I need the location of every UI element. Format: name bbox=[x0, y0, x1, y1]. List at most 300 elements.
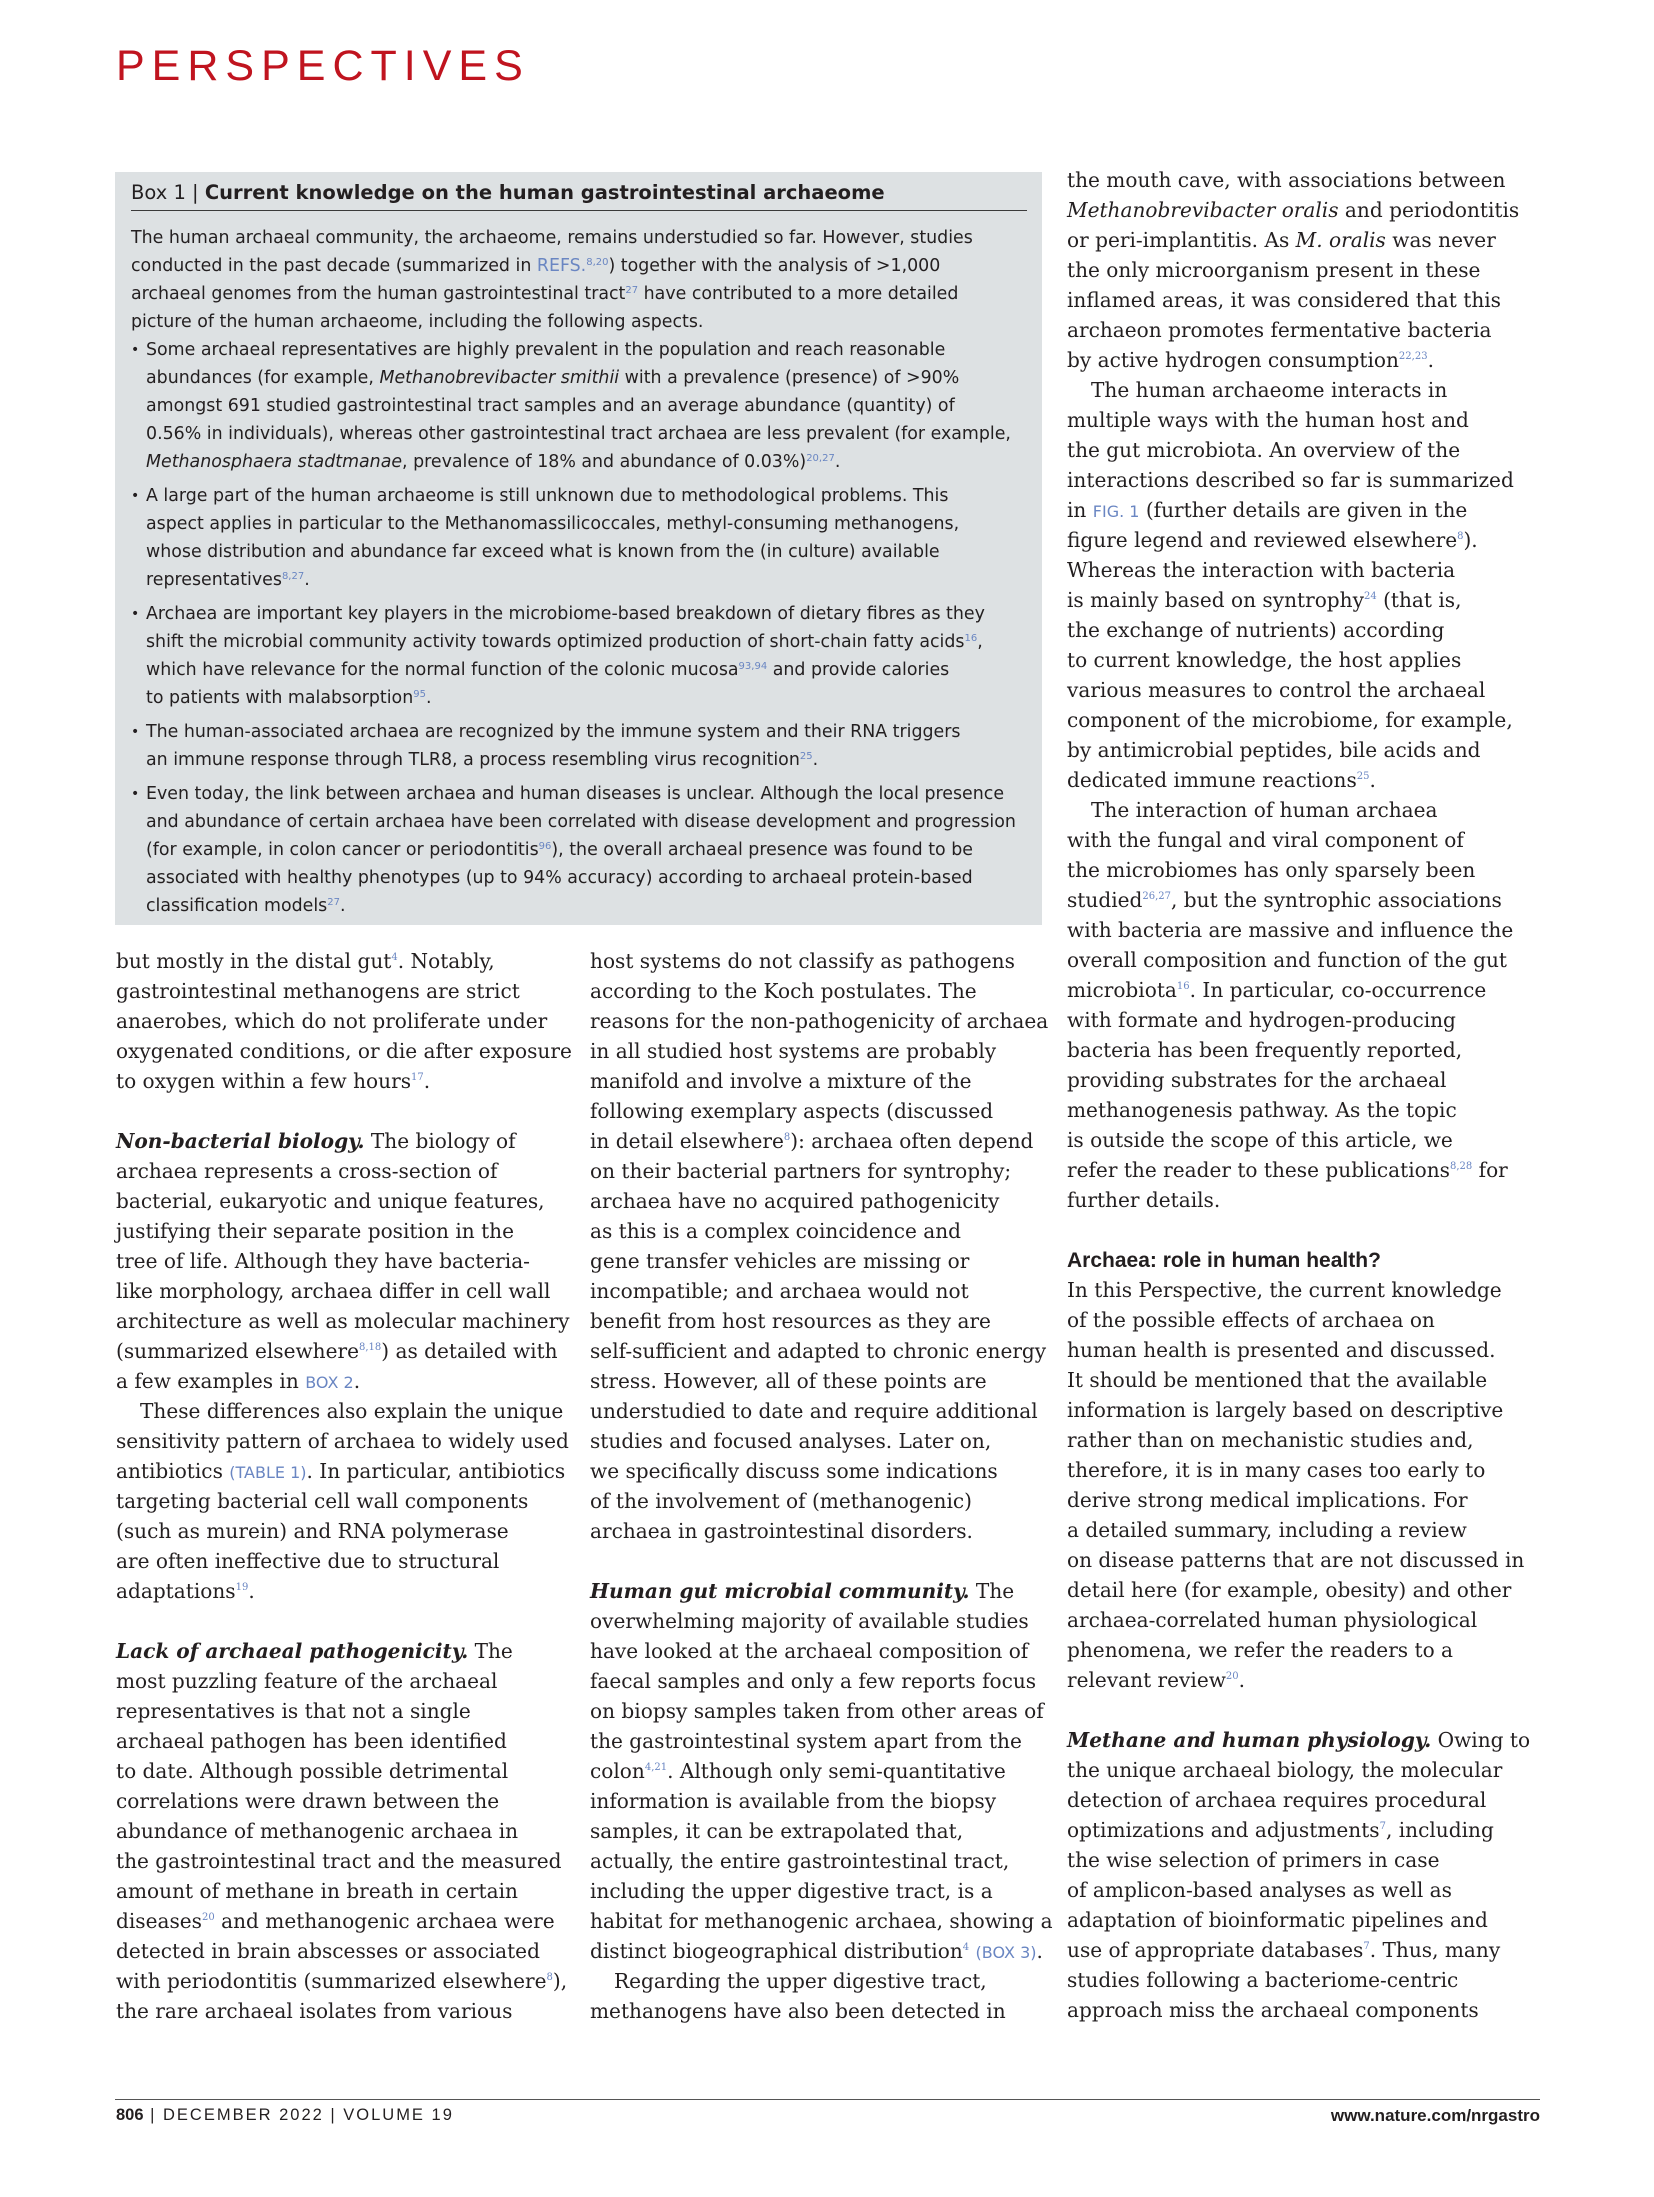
text-span: . bbox=[425, 688, 432, 708]
text-span: justifying their separate position in the bbox=[116, 1219, 514, 1243]
text-line bbox=[1067, 525, 1537, 555]
text-span: (for example, in colon cancer or periodontitis bbox=[146, 840, 539, 860]
text-line bbox=[1067, 825, 1537, 855]
box-item-line bbox=[146, 864, 1031, 892]
text-span: on disease patterns that are not discussed in bbox=[1067, 1548, 1525, 1572]
text-span: various measures to control the archaeal bbox=[1067, 678, 1486, 702]
text-span: for bbox=[1472, 1158, 1508, 1182]
text-span: The biology of bbox=[364, 1129, 516, 1153]
section-heading: Archaea: role in human health? bbox=[1067, 1249, 1381, 1272]
text-span: In this Perspective, the current knowledge bbox=[1067, 1278, 1502, 1302]
text-line bbox=[590, 1786, 1050, 1816]
text-line bbox=[1067, 975, 1537, 1005]
run-in-heading: Non-bacterial biology. bbox=[116, 1129, 365, 1153]
text-span: the microbiomes has only sparsely been bbox=[1067, 858, 1476, 882]
text-span: correlations were drawn between the bbox=[116, 1789, 500, 1813]
text-line bbox=[1067, 1365, 1537, 1395]
text-span: the wise selection of primers in case bbox=[1067, 1848, 1440, 1872]
text-span: a few examples in bbox=[116, 1369, 306, 1393]
bullet-icon: • bbox=[131, 606, 140, 622]
text-line bbox=[1067, 1275, 1537, 1305]
text-span: . Thus, many bbox=[1369, 1938, 1501, 1962]
text-line bbox=[116, 976, 566, 1006]
text-span: benefit from host resources as they are bbox=[590, 1309, 991, 1333]
text-span: methanogenesis pathway. As the topic bbox=[1067, 1098, 1457, 1122]
paragraph-gap bbox=[116, 1606, 566, 1636]
text-line bbox=[590, 1936, 1050, 1966]
text-line bbox=[1067, 1725, 1537, 1755]
text-span: abundances (for example, bbox=[146, 368, 380, 388]
box-item-line bbox=[146, 510, 1031, 538]
citation-superscript[interactable]: 4 bbox=[391, 952, 398, 963]
text-line bbox=[590, 1186, 1050, 1216]
text-line bbox=[590, 1456, 1050, 1486]
text-line bbox=[1067, 1305, 1537, 1335]
text-line bbox=[1067, 495, 1537, 525]
box-title: Box 1 | Current knowledge on the human gastrointestinal archaeome bbox=[131, 178, 1027, 211]
text-line bbox=[116, 1336, 566, 1366]
text-line bbox=[1067, 1995, 1537, 2025]
text-line bbox=[116, 1486, 566, 1516]
text-span: use of appropriate databases bbox=[1067, 1938, 1364, 1962]
citation-superscript[interactable]: 8 bbox=[546, 1972, 553, 1983]
text-span: (that is, bbox=[1376, 588, 1462, 612]
text-line bbox=[590, 1216, 1050, 1246]
text-span: (such as murein) and RNA polymerase bbox=[116, 1519, 509, 1543]
box-item-line bbox=[146, 448, 1031, 476]
box-1 bbox=[115, 172, 1042, 925]
text-line bbox=[1067, 1845, 1537, 1875]
text-span: The human archaeal community, the archaeome, remains understudied so far. However, studies bbox=[131, 228, 973, 248]
text-span: Archaea are important key players in the microbiome-based breakdown of dietary fibres as they bbox=[146, 604, 985, 624]
box-item-line bbox=[146, 600, 1031, 628]
text-span: providing substrates for the archaeal bbox=[1067, 1068, 1447, 1092]
box-item-line bbox=[146, 836, 1031, 864]
text-span: understudied to date and require additional bbox=[590, 1399, 1038, 1423]
text-line bbox=[590, 1036, 1050, 1066]
bullet-icon: • bbox=[131, 724, 140, 740]
text-line bbox=[1067, 615, 1537, 645]
text-line bbox=[116, 1966, 566, 1996]
text-line bbox=[1067, 945, 1537, 975]
text-line bbox=[1067, 795, 1537, 825]
text-span: . In particular, co-occurrence bbox=[1189, 978, 1487, 1002]
text-span: by antimicrobial peptides, bile acids and bbox=[1067, 738, 1481, 762]
box-item-line bbox=[146, 336, 1031, 364]
text-span: It should be mentioned that the available bbox=[1067, 1368, 1488, 1392]
text-span: ), bbox=[552, 1969, 568, 1993]
text-span: archaea in gastrointestinal disorders. bbox=[590, 1519, 973, 1543]
citation-superscript[interactable]: 19 bbox=[235, 1582, 249, 1593]
text-line bbox=[1067, 645, 1537, 675]
text-line bbox=[116, 1576, 566, 1606]
text-span: , prevalence of 18% and abundance of 0.03%) bbox=[402, 452, 807, 472]
text-span: . Notably, bbox=[397, 949, 495, 973]
text-span: . In particular, antibiotics bbox=[306, 1459, 566, 1483]
paragraph-gap bbox=[1067, 1215, 1537, 1245]
text-span: colon bbox=[590, 1759, 645, 1783]
cross-reference-link[interactable]: BOX 2 bbox=[305, 1373, 354, 1392]
box-item-line bbox=[146, 482, 1031, 510]
text-line bbox=[116, 1366, 566, 1396]
text-span: inflamed areas, it was considered that this bbox=[1067, 288, 1501, 312]
text-span: according to the Koch postulates. The bbox=[590, 979, 977, 1003]
text-span: like morphology, archaea differ in cell wall bbox=[116, 1279, 551, 1303]
text-span: . bbox=[834, 452, 841, 472]
text-span: stress. However, all of these points are bbox=[590, 1369, 987, 1393]
text-span: ), the overall archaeal presence was found to be bbox=[551, 840, 973, 860]
box-list-item bbox=[131, 780, 1031, 920]
text-line bbox=[1067, 1185, 1537, 1215]
citation-superscript[interactable]: 8,18 bbox=[359, 1342, 382, 1353]
column-1 bbox=[116, 946, 572, 2026]
citation-superscript[interactable]: 4 bbox=[962, 1942, 970, 1953]
citation-superscript[interactable]: 25 bbox=[1356, 771, 1370, 782]
text-span: . bbox=[1036, 1939, 1043, 1963]
citation-superscript[interactable]: 27 bbox=[327, 897, 340, 908]
citation-superscript[interactable]: 7 bbox=[1363, 1941, 1370, 1952]
citation-superscript[interactable]: 8 bbox=[783, 1132, 791, 1143]
text-span: is outside the scope of this article, we bbox=[1067, 1128, 1453, 1152]
text-span: . bbox=[1427, 348, 1434, 372]
text-line bbox=[1067, 1245, 1537, 1275]
text-span: in detail elsewhere bbox=[590, 1129, 784, 1153]
text-line bbox=[116, 1396, 566, 1426]
text-line bbox=[1067, 585, 1537, 615]
text-span: (further details are given in the bbox=[1139, 498, 1468, 522]
text-span: derive strong medical implications. For bbox=[1067, 1488, 1468, 1512]
text-span: information is largely based on descriptive bbox=[1067, 1398, 1504, 1422]
text-line bbox=[1067, 705, 1537, 735]
text-span: but mostly in the distal gut bbox=[116, 949, 392, 973]
text-line bbox=[590, 1126, 1050, 1156]
text-span: the rare archaeal isolates from various bbox=[116, 1999, 513, 2023]
citation-superscript[interactable]: 24 bbox=[1363, 591, 1377, 602]
text-span: are often ineffective due to structural bbox=[116, 1549, 500, 1573]
box-list-item bbox=[131, 600, 1031, 712]
citation-superscript[interactable]: 20,27 bbox=[806, 453, 835, 464]
text-span: bacterial, eukaryotic and unique features, bbox=[116, 1189, 545, 1213]
text-line bbox=[1067, 1095, 1537, 1125]
text-span: . bbox=[812, 750, 819, 770]
text-span: Whereas the interaction with bacteria bbox=[1067, 558, 1456, 582]
text-line bbox=[1067, 1545, 1537, 1575]
box-item-line bbox=[146, 780, 1031, 808]
text-span: tree of life. Although they have bacteria- bbox=[116, 1249, 530, 1273]
text-line bbox=[1067, 1905, 1537, 1935]
text-line bbox=[1067, 1395, 1537, 1425]
text-line bbox=[590, 1006, 1050, 1036]
text-line bbox=[590, 1426, 1050, 1456]
run-in-heading: Human gut microbial community. bbox=[590, 1579, 970, 1603]
box-item-line bbox=[146, 656, 1031, 684]
text-line bbox=[1067, 435, 1537, 465]
citation-superscript[interactable]: 16 bbox=[964, 633, 978, 644]
cross-reference-link[interactable]: FIG. 1 bbox=[1092, 502, 1140, 521]
text-span: the gastrointestinal system apart from the bbox=[590, 1729, 1022, 1753]
column-3 bbox=[1067, 165, 1537, 2025]
text-span: including the upper digestive tract, is a bbox=[590, 1879, 993, 1903]
text-line bbox=[116, 1816, 566, 1846]
text-span: on biopsy samples taken from other areas of bbox=[590, 1699, 1044, 1723]
text-line bbox=[1067, 465, 1537, 495]
citation-superscript[interactable]: 8 bbox=[1457, 531, 1464, 542]
text-line bbox=[1067, 1005, 1537, 1035]
text-span: have contributed to a more detailed bbox=[638, 284, 959, 304]
text-span: and methanogenic archaea were bbox=[214, 1909, 555, 1933]
text-line bbox=[1067, 255, 1537, 285]
text-span: refer the reader to these publications bbox=[1067, 1158, 1450, 1182]
text-line bbox=[590, 1846, 1050, 1876]
citation-superscript[interactable]: 16 bbox=[1176, 981, 1190, 992]
text-span: studies and focused analyses. Later on, bbox=[590, 1429, 992, 1453]
text-span: classification models bbox=[146, 896, 328, 916]
text-line bbox=[116, 1846, 566, 1876]
text-span: . bbox=[248, 1579, 255, 1603]
text-span: overall composition and function of the gut bbox=[1067, 948, 1507, 972]
citation-superscript[interactable]: 8,20 bbox=[586, 257, 609, 268]
text-line bbox=[590, 1276, 1050, 1306]
text-line bbox=[1067, 1065, 1537, 1095]
text-span: was never bbox=[1385, 228, 1496, 252]
citation-superscript[interactable]: 25 bbox=[799, 751, 813, 762]
cross-reference-link[interactable]: REFS. bbox=[536, 256, 587, 276]
text-line bbox=[116, 946, 566, 976]
text-span: dedicated immune reactions bbox=[1067, 768, 1357, 792]
text-span: The human-associated archaea are recognized by the immune system and their RNA triggers bbox=[146, 722, 961, 742]
journal-url[interactable]: www.nature.com/nrgastro bbox=[1330, 2106, 1540, 2125]
text-line bbox=[1067, 1665, 1537, 1695]
italic-text: Methanobrevibacter smithii bbox=[379, 368, 620, 388]
text-span: an immune response through TLR8, a process resembling virus recognition bbox=[146, 750, 800, 770]
issue-info: DECEMBER 2022 | VOLUME 19 bbox=[163, 2106, 454, 2124]
text-line bbox=[116, 1936, 566, 1966]
text-line bbox=[1067, 1785, 1537, 1815]
box-label: Box 1 bbox=[131, 181, 186, 204]
text-span: distinct biogeographical distribution bbox=[590, 1939, 963, 1963]
text-line bbox=[1067, 735, 1537, 765]
text-span: and periodontitis bbox=[1338, 198, 1520, 222]
text-span: phenomena, we refer the readers to a bbox=[1067, 1638, 1454, 1662]
text-span: the only microorganism present in these bbox=[1067, 258, 1481, 282]
text-line bbox=[590, 1906, 1053, 1936]
text-span: The interaction of human archaea bbox=[1091, 798, 1438, 822]
text-span: to current knowledge, the host applies bbox=[1067, 648, 1462, 672]
box-list-item bbox=[131, 482, 1031, 594]
text-line bbox=[1067, 1425, 1537, 1455]
text-line bbox=[590, 1636, 1050, 1666]
citation-superscript[interactable]: 27 bbox=[625, 285, 639, 296]
text-span: have looked at the archaeal composition of bbox=[590, 1639, 1029, 1663]
box-item-line bbox=[146, 566, 1031, 594]
cross-reference-link[interactable]: (TABLE 1) bbox=[229, 1463, 307, 1482]
text-span: . bbox=[353, 1369, 361, 1393]
text-line bbox=[116, 1546, 566, 1576]
text-span: host systems do not classify as pathogens bbox=[590, 949, 1015, 973]
footer-rule bbox=[115, 2099, 1540, 2100]
text-span: component of the microbiome, for example, bbox=[1067, 708, 1513, 732]
text-line bbox=[1067, 555, 1537, 585]
text-span: therefore, it is in many cases too early to bbox=[1067, 1458, 1486, 1482]
text-line bbox=[1067, 1965, 1537, 1995]
text-span: actually, the entire gastrointestinal tract, bbox=[590, 1849, 1010, 1873]
box-list-item bbox=[131, 336, 1031, 476]
text-line bbox=[116, 1786, 566, 1816]
text-span: archaea represents a cross-section of bbox=[116, 1159, 498, 1183]
text-span: methanogens have also been detected in bbox=[590, 1999, 1006, 2023]
text-span: , bbox=[977, 632, 983, 652]
text-line bbox=[116, 1246, 566, 1276]
text-line bbox=[590, 1816, 1050, 1846]
box-item-line bbox=[146, 718, 1031, 746]
text-span: the mouth cave, with associations between bbox=[1067, 168, 1506, 192]
text-span: archaea-correlated human physiological bbox=[1067, 1608, 1478, 1632]
box-item-line bbox=[146, 420, 1031, 448]
text-line bbox=[590, 1966, 1050, 1996]
citation-superscript[interactable]: 20 bbox=[1225, 1671, 1239, 1682]
text-span: and abundance of certain archaea have been correlated with disease development and progression bbox=[146, 812, 1016, 832]
text-span: , but the syntrophic associations bbox=[1171, 888, 1502, 912]
text-span: or peri-implantitis. As bbox=[1067, 228, 1296, 252]
text-span: . bbox=[339, 896, 346, 916]
text-line bbox=[116, 1216, 566, 1246]
text-line bbox=[116, 1456, 566, 1486]
box-item-line bbox=[146, 746, 1031, 774]
text-line bbox=[1067, 675, 1537, 705]
text-span: ): archaea often depend bbox=[790, 1129, 1034, 1153]
text-span: . bbox=[1369, 768, 1376, 792]
text-span: aspect applies in particular to the Methanomassilicoccales, methyl-consuming methanogens, bbox=[146, 514, 960, 534]
text-span: adaptation of bioinformatic pipelines and bbox=[1067, 1908, 1488, 1932]
text-span: ) as detailed with bbox=[381, 1339, 558, 1363]
text-line bbox=[1067, 1635, 1537, 1665]
text-line bbox=[590, 1066, 1050, 1096]
bullet-icon: • bbox=[131, 786, 140, 802]
text-span: representatives bbox=[146, 570, 282, 590]
text-span: representatives is that not a single bbox=[116, 1699, 471, 1723]
text-span: archaeon promotes fermentative bacteria bbox=[1067, 318, 1492, 342]
text-span: adaptations bbox=[116, 1579, 236, 1603]
box-item-line bbox=[146, 392, 1031, 420]
citation-superscript[interactable]: 22,23 bbox=[1398, 351, 1428, 362]
text-line bbox=[1067, 195, 1537, 225]
text-line bbox=[116, 1516, 566, 1546]
text-span: samples, it can be extrapolated that, bbox=[590, 1819, 964, 1843]
text-span: following exemplary aspects (discussed bbox=[590, 1099, 994, 1123]
text-line bbox=[1067, 1755, 1537, 1785]
italic-text: Methanosphaera stadtmanae bbox=[146, 452, 403, 472]
text-span: detail here (for example, obesity) and other bbox=[1067, 1578, 1512, 1602]
text-span: with the fungal and viral component of bbox=[1067, 828, 1464, 852]
text-span: the gastrointestinal tract and the measured bbox=[116, 1849, 562, 1873]
text-line bbox=[1067, 915, 1537, 945]
text-line bbox=[1067, 225, 1537, 255]
box-list-item bbox=[131, 718, 1031, 774]
text-line bbox=[1067, 855, 1537, 885]
text-span: associated with healthy phenotypes (up to 94% accuracy) according to archaeal protein-based bbox=[146, 868, 973, 888]
text-line bbox=[116, 1666, 566, 1696]
citation-superscript[interactable]: 8,27 bbox=[281, 571, 305, 582]
text-line bbox=[1067, 315, 1537, 345]
text-line bbox=[116, 1066, 566, 1096]
text-span: microbiota bbox=[1067, 978, 1177, 1002]
text-line bbox=[590, 1306, 1050, 1336]
text-line bbox=[116, 1996, 566, 2026]
text-span: in all studied host systems are probably bbox=[590, 1039, 997, 1063]
text-span: overwhelming majority of available studies bbox=[590, 1609, 1029, 1633]
citation-superscript[interactable]: 95 bbox=[413, 689, 426, 700]
text-span: of the involvement of (methanogenic) bbox=[590, 1489, 973, 1513]
box-item-line bbox=[146, 364, 1031, 392]
text-line bbox=[590, 1576, 1050, 1606]
citation-superscript[interactable]: 96 bbox=[538, 841, 552, 852]
text-span: with periodontitis (summarized elsewhere bbox=[116, 1969, 547, 1993]
text-span: optimizations and adjustments bbox=[1067, 1818, 1380, 1842]
text-span: information is available from the biopsy bbox=[590, 1789, 997, 1813]
citation-superscript[interactable]: 4,21 bbox=[644, 1762, 668, 1773]
text-span: we specifically discuss some indications bbox=[590, 1459, 998, 1483]
text-line bbox=[1067, 1515, 1537, 1545]
italic-text: M. oralis bbox=[1295, 228, 1386, 252]
text-span: to patients with malabsorption bbox=[146, 688, 414, 708]
text-span: anaerobes, which do not proliferate under bbox=[116, 1009, 548, 1033]
text-span: archaea have no acquired pathogenicity bbox=[590, 1189, 1000, 1213]
text-span: picture of the human archaeome, including the following aspects. bbox=[131, 312, 704, 332]
text-line bbox=[116, 1756, 566, 1786]
text-line bbox=[1067, 285, 1537, 315]
text-span: rather than on mechanistic studies and, bbox=[1067, 1428, 1474, 1452]
text-span: in bbox=[1067, 498, 1093, 522]
text-span: whose distribution and abundance far exceed what is known from the (in culture) available bbox=[146, 542, 940, 562]
text-line bbox=[590, 1336, 1050, 1366]
text-span: . bbox=[1238, 1668, 1246, 1692]
text-line bbox=[590, 1396, 1050, 1426]
text-line bbox=[590, 946, 1050, 976]
italic-text: Methanobrevibacter oralis bbox=[1067, 198, 1339, 222]
text-line bbox=[116, 1726, 566, 1756]
box-intro-line bbox=[131, 280, 1031, 308]
text-span: conducted in the past decade (summarized in bbox=[131, 256, 537, 276]
citation-superscript[interactable]: 93,94 bbox=[738, 661, 768, 672]
text-line bbox=[590, 1516, 1050, 1546]
text-span: amount of methane in breath in certain bbox=[116, 1879, 518, 1903]
box-item-line bbox=[146, 684, 1031, 712]
text-line bbox=[116, 1126, 566, 1156]
text-span: a detailed summary, including a review bbox=[1067, 1518, 1467, 1542]
citation-superscript[interactable]: 8,28 bbox=[1450, 1161, 1473, 1172]
text-line bbox=[1067, 1455, 1537, 1485]
citation-superscript[interactable]: 17 bbox=[411, 1072, 424, 1083]
text-line bbox=[1067, 1035, 1537, 1065]
citation-superscript[interactable]: 26,27 bbox=[1142, 891, 1172, 902]
text-span: abundance of methanogenic archaea in bbox=[116, 1819, 519, 1843]
text-span: detected in brain abscesses or associated bbox=[116, 1939, 540, 1963]
text-span: The bbox=[468, 1639, 513, 1663]
text-line bbox=[116, 1036, 572, 1066]
citation-superscript[interactable]: 20 bbox=[202, 1912, 215, 1923]
text-line bbox=[116, 1156, 566, 1186]
text-line bbox=[1067, 1485, 1537, 1515]
text-span: studied bbox=[1067, 888, 1143, 912]
cross-reference-link[interactable]: (BOX 3) bbox=[975, 1943, 1037, 1962]
text-line bbox=[1067, 375, 1537, 405]
text-line bbox=[590, 1876, 1050, 1906]
text-line bbox=[116, 1696, 566, 1726]
text-line bbox=[1067, 765, 1537, 795]
box-heading: Current knowledge on the human gastrointestinal archaeome bbox=[204, 181, 885, 204]
paragraph-gap bbox=[116, 1096, 566, 1126]
citation-superscript[interactable]: 7 bbox=[1379, 1821, 1386, 1832]
